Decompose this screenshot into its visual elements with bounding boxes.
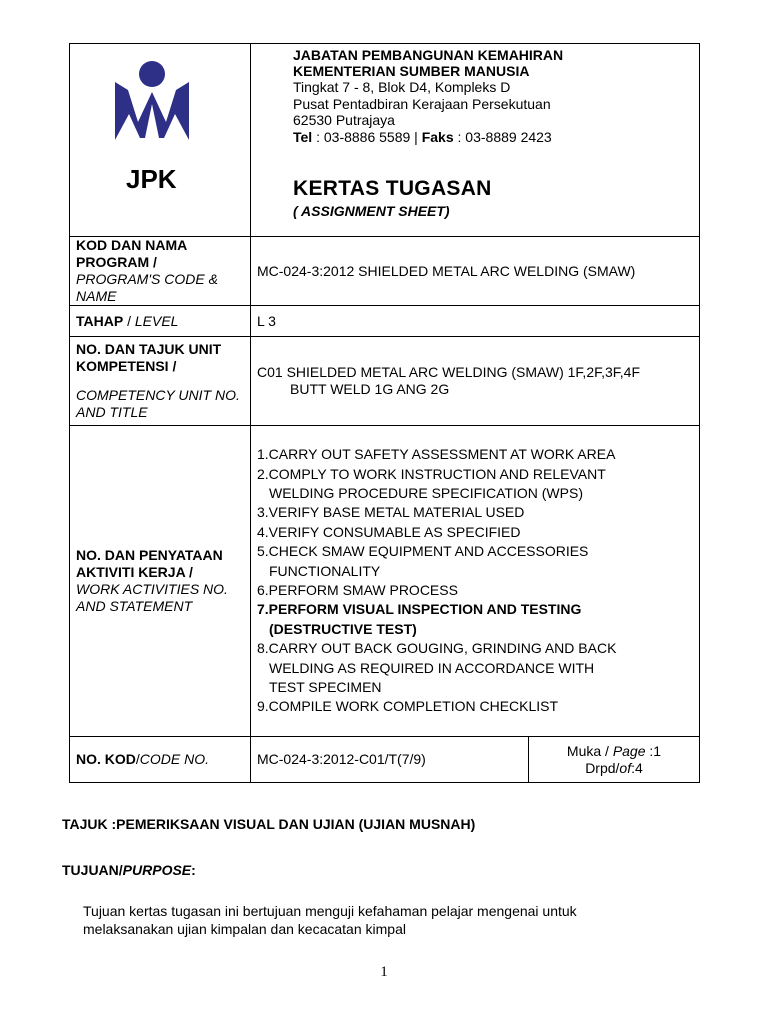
unit-value: [251, 337, 700, 426]
address-line-3: 62530 Putrajaya: [293, 112, 395, 128]
program-row: [70, 237, 700, 306]
of-value: :4: [631, 759, 643, 776]
activity-item-6: [257, 581, 693, 600]
activity-5-line-2: FUNCTIONALITY: [269, 562, 381, 579]
page-value: :1: [645, 742, 662, 759]
level-label-italic: LEVEL: [134, 312, 179, 329]
logo-text: JPK: [126, 164, 177, 190]
code-row: [70, 737, 700, 783]
activity-item-9: [257, 697, 693, 716]
purpose-text: [83, 902, 683, 938]
activity-item-3: [257, 503, 693, 522]
activity-8-line-3: TEST SPECIMEN: [269, 679, 382, 696]
header-text-cell: [251, 44, 700, 237]
purpose-line-2: melaksanakan ujian kimpalan dan kecacatan kimpal: [83, 921, 406, 937]
activity-list: [257, 445, 693, 717]
code-label-sep: /: [135, 751, 140, 767]
fax-label: Faks: [421, 128, 454, 145]
activity-9-line-1: 9.COMPILE WORK COMPLETION CHECKLIST: [257, 698, 559, 715]
activity-item-5: [257, 542, 693, 581]
level-value: L 3: [251, 306, 700, 337]
unit-value-line-2: BUTT WELD 1G ANG 2G: [290, 381, 450, 397]
activity-2-line-1: 2.COMPLY TO WORK INSTRUCTION AND RELEVANT: [257, 465, 606, 482]
tel-value: : 03-8886 5589 |: [312, 128, 422, 145]
page-number: 1: [380, 964, 388, 980]
purpose-line-1: Tujuan kertas tugasan ini bertujuan menguji kefahaman pelajar mengenai untuk: [83, 903, 577, 919]
level-row: [70, 306, 700, 337]
activity-item-7: [257, 600, 693, 639]
page-indicator: [529, 743, 699, 760]
contact-line: [293, 129, 699, 146]
ministry-name: KEMENTERIAN SUMBER MANUSIA: [293, 63, 530, 79]
document-subtitle: ( ASSIGNMENT SHEET): [293, 203, 450, 219]
code-label-bold: NO. KOD: [76, 751, 136, 767]
code-value: MC-024-3:2012-C01/T(7/9): [251, 737, 529, 783]
address-line-2: Pusat Pentadbiran Kerajaan Persekutuan: [293, 95, 551, 112]
program-label-bold: KOD DAN NAMA PROGRAM: [76, 237, 187, 270]
document-title: KERTAS TUGASAN: [293, 177, 492, 200]
activities-label-bold: NO. DAN PENYATAAN AKTIVITI KERJA: [76, 547, 223, 580]
unit-label: [70, 337, 251, 426]
activity-item-8: [257, 639, 693, 697]
activity-8-line-1: 8.CARRY OUT BACK GOUGING, GRINDING AND BACK: [257, 640, 617, 657]
code-label-italic: CODE NO.: [139, 751, 210, 767]
level-label-bold: TAHAP: [76, 312, 124, 329]
jpk-logo: [112, 60, 212, 190]
level-label: [70, 306, 251, 337]
activity-3-line-1: 3.VERIFY BASE METAL MATERIAL USED: [257, 504, 525, 521]
activity-7-line-2: (DESTRUCTIVE TEST): [269, 620, 417, 637]
unit-row: [70, 337, 700, 426]
code-label: [70, 737, 251, 783]
header-row: [70, 44, 700, 237]
page-label: Muka /: [566, 742, 613, 759]
activity-item-4: [257, 523, 693, 542]
program-label: [70, 237, 251, 306]
activities-label-italic: WORK ACTIVITIES NO. AND STATEMENT: [76, 581, 228, 614]
unit-label-italic: COMPETENCY UNIT NO. AND TITLE: [76, 387, 240, 420]
topic-heading: TAJUK :PEMERIKSAAN VISUAL DAN UJIAN (UJIAN MUSNAH): [62, 816, 476, 832]
activities-row: [70, 426, 700, 737]
activities-label-sep: /: [185, 564, 193, 580]
activity-2-line-2: WELDING PROCEDURE SPECIFICATION (WPS): [269, 484, 583, 501]
level-label-sep: /: [123, 312, 135, 329]
tel-label: Tel: [293, 128, 313, 145]
logo-cell: [70, 44, 251, 237]
activity-1-line-1: 1.CARRY OUT SAFETY ASSESSMENT AT WORK AREA: [257, 446, 616, 463]
fax-value: : 03-8889 2423: [453, 128, 552, 145]
activity-5-line-1: 5.CHECK SMAW EQUIPMENT AND ACCESSORIES: [257, 543, 589, 560]
page-label-italic: Page: [612, 742, 646, 759]
activity-8-line-2: WELDING AS REQUIRED IN ACCORDANCE WITH: [269, 659, 595, 676]
activity-item-2: [257, 465, 693, 504]
page-of-cell: [529, 737, 700, 783]
page-total-indicator: [529, 760, 699, 777]
activity-6-line-1: 6.PERFORM SMAW PROCESS: [257, 582, 458, 598]
purpose-label-bold: TUJUAN/: [62, 862, 123, 878]
unit-value-line-1: C01 SHIELDED METAL ARC WELDING (SMAW) 1F,2F,3F,4F: [257, 364, 641, 380]
activity-item-1: [257, 445, 693, 464]
address-line-1: Tingkat 7 - 8, Blok D4, Kompleks D: [293, 79, 511, 95]
activities-label: [70, 426, 251, 737]
purpose-label-italic: PURPOSE: [122, 862, 192, 878]
purpose-heading: [62, 862, 196, 878]
agency-name: JABATAN PEMBANGUNAN KEMAHIRAN: [293, 47, 564, 63]
purpose-label-colon: :: [191, 862, 196, 878]
activity-4-line-1: 4.VERIFY CONSUMABLE AS SPECIFIED: [257, 523, 521, 540]
program-value: MC-024-3:2012 SHIELDED METAL ARC WELDING (SMAW): [251, 237, 700, 306]
activities-value: [251, 426, 700, 737]
assignment-sheet-table: [69, 43, 700, 783]
of-label-italic: of: [619, 759, 632, 776]
unit-label-bold: NO. DAN TAJUK UNIT KOMPETENSI /: [76, 341, 222, 374]
of-label: Drpd/: [585, 759, 620, 776]
program-label-sep: /: [149, 254, 157, 270]
program-label-italic: PROGRAM'S CODE & NAME: [76, 271, 218, 304]
activity-7-line-1: 7.PERFORM VISUAL INSPECTION AND TESTING: [257, 601, 582, 618]
